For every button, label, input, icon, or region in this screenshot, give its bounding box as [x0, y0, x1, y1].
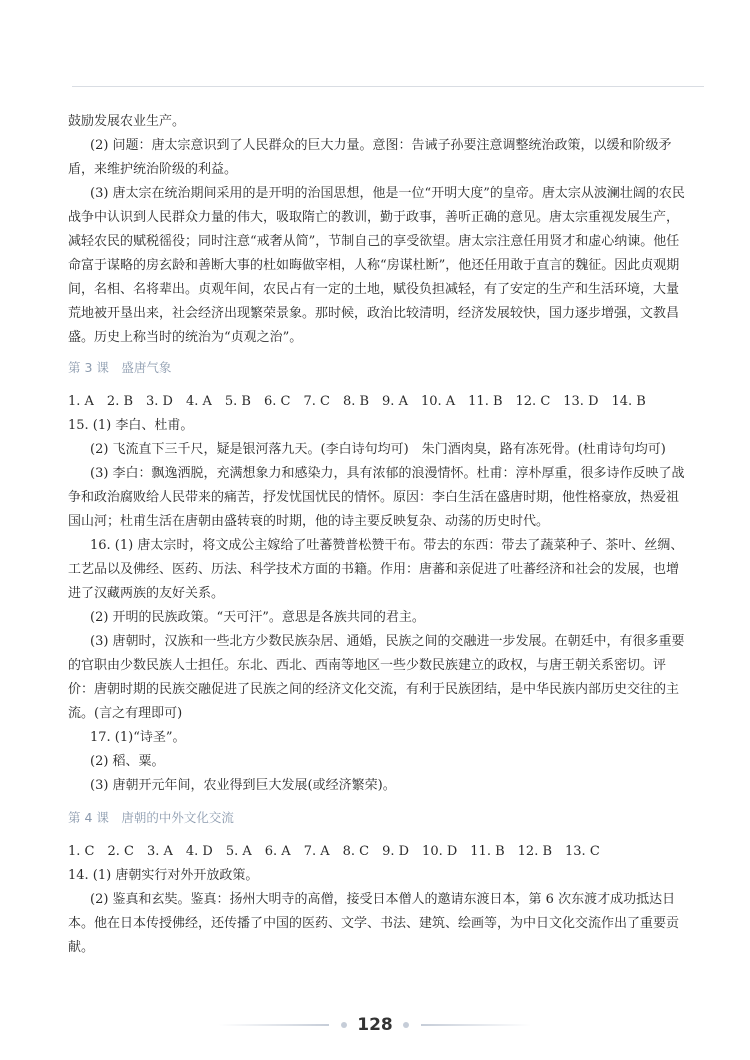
- paragraph: (2) 稻、粟。: [90, 754, 165, 769]
- page-footer: [0, 1010, 750, 1040]
- paragraph: 15. (1) 李白、杜甫。: [68, 418, 194, 433]
- header-rule: [72, 86, 704, 87]
- answer-key: 1. C 2. C 3. A 4. D 5. A 6. A 7. A 8. C 9. D 10. D 11. B 12. B 13. C: [68, 844, 600, 859]
- paragraph: (2) 鉴真和玄奘。鉴真：扬州大明寺的高僧，接受日本僧人的邀请东渡日本，第 6 次东渡才成功抵达日本。他在日本传授佛经，还传播了中国的医药、文学、书法、建筑、绘画等，为中日文化交流作出了重要贡献。: [68, 892, 680, 955]
- paragraph: (3) 唐朝开元年间，农业得到巨大发展(或经济繁荣)。: [90, 778, 396, 793]
- paragraph: 16. (1) 唐太宗时，将文成公主嫁给了吐蕃赞普松赞干布。带去的东西：带去了蔬菜种子、茶叶、丝绸、工艺品以及佛经、医药、历法、科学技术方面的书籍。作用：唐蕃和亲促进了吐蕃经济和社会的发展，也增进了汉藏两族的友好关系。: [68, 538, 684, 601]
- paragraph: 14. (1) 唐朝实行对外开放政策。: [68, 868, 259, 883]
- page-content: [68, 110, 690, 960]
- paragraph: (2) 飞流直下三千尺，疑是银河落九天。(李白诗句均可) 朱门酒肉臭，路有冻死骨。(杜甫诗句均可): [90, 442, 666, 457]
- answer-key: 1. A 2. B 3. D 4. A 5. B 6. C 7. C 8. B 9. A 10. A 11. B 12. C 13. D 14. B: [68, 394, 646, 409]
- paragraph: (3) 唐太宗在统治期间采用的是开明的治国思想，他是一位“开明大度”的皇帝。唐太宗从波澜壮阔的农民战争中认识到人民群众力量的伟大，吸取隋亡的教训，勤于政事，善听正确的意见。唐太宗重视发展生产，减轻农民的赋税徭役；同时注意“戒奢从简”，节制自己的享受欲望。唐太宗注意任用贤才和虚心纳谏。他任命富于谋略的房玄龄和善断大事的杜如晦做宰相，人称“房谋杜断”，他还任用敢于直言的魏征。因此贞观期间，名相、名将辈出。贞观年间，农民占有一定的土地，赋役负担减轻，有了安定的生产和生活环境，大量荒地被开垦出来，社会经济出现繁荣景象。那时候，政治比较清明，经济发展较快，国力逐步增强，文教昌盛。历史上称当时的统治为“贞观之治”。: [68, 186, 685, 345]
- footer-ornament-right: [421, 1024, 531, 1026]
- paragraph: (3) 唐朝时，汉族和一些北方少数民族杂居、通婚，民族之间的交融进一步发展。在朝廷中，有很多重要的官职由少数民族人士担任。东北、西北、西南等地区一些少数民族建立的政权，与唐王朝关系密切。评价：唐朝时期的民族交融促进了民族之间的经济文化交流，有利于民族团结，是中华民族内部历史交往的主流。(言之有理即可): [68, 634, 685, 721]
- section-title-lesson-4: 第 4 课 唐朝的中外文化交流: [68, 810, 234, 825]
- paragraph: (2) 问题：唐太宗意识到了人民群众的巨大力量。意图：告诫子孙要注意调整统治政策，以缓和阶级矛盾，来维护统治阶级的利益。: [68, 138, 672, 177]
- footer-ornament-left: [219, 1024, 329, 1026]
- paragraph: 17. (1)“诗圣”。: [90, 730, 186, 745]
- page-number: 128: [357, 1015, 393, 1035]
- paragraph: 鼓励发展农业生产。: [68, 114, 186, 129]
- footer-dot: [403, 1022, 409, 1028]
- paragraph: (2) 开明的民族政策。“天可汗”。意思是各族共同的君主。: [90, 610, 425, 625]
- section-title-lesson-3: 第 3 课 盛唐气象: [68, 360, 172, 375]
- footer-dot: [341, 1022, 347, 1028]
- paragraph: (3) 李白：飘逸洒脱，充满想象力和感染力，具有浓郁的浪漫情怀。杜甫：淳朴厚重，很多诗作反映了战争和政治腐败给人民带来的痛苦，抒发忧国忧民的情怀。原因：李白生活在盛唐时期，他性格豪放，热爱祖国山河；杜甫生活在唐朝由盛转衰的时期，他的诗主要反映复杂、动荡的历史时代。: [68, 466, 685, 529]
